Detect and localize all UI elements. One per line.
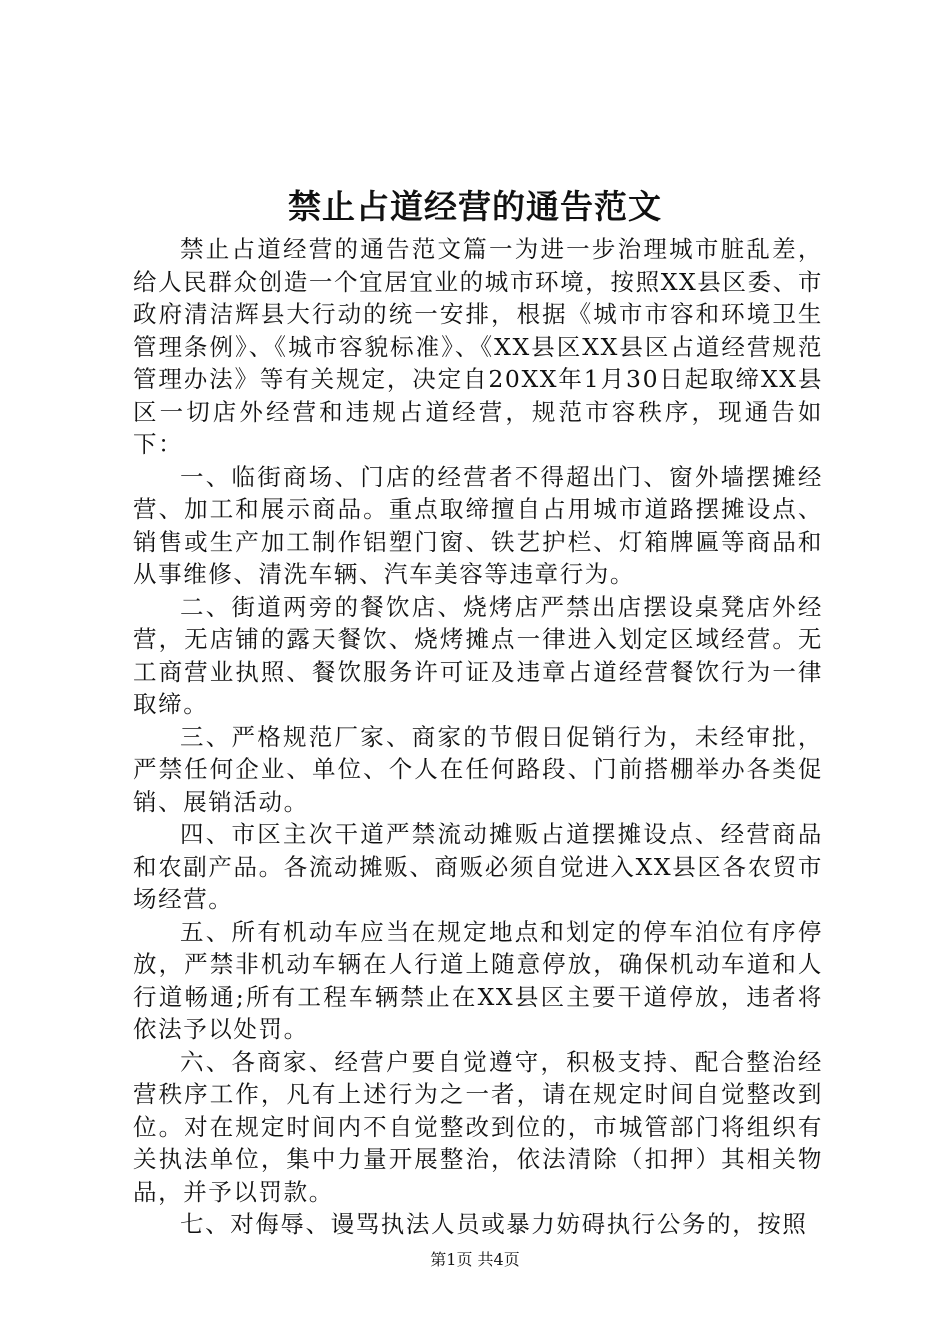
paragraph-item-4: 四、市区主次干道严禁流动摊贩占道摆摊设点、经营商品和农副产品。各流动摊贩、商贩必须自觉进入XX县区各农贸市场经营。 xyxy=(133,820,823,913)
page-number-footer: 第1页 共4页 xyxy=(430,1250,520,1269)
paragraph-item-6: 六、各商家、经营户要自觉遵守，积极支持、配合整治经营秩序工作，凡有上述行为之一者，请在规定时间自觉整改到位。对在规定时间内不自觉整改到位的，市城管部门将组织有关执法单位，集中力量开展整治，依法清除（扣押）其相关物品，并予以罚款。 xyxy=(133,1047,823,1206)
document-body xyxy=(133,233,823,1241)
paragraph-intro: 禁止占道经营的通告范文篇一为进一步治理城市脏乱差，给人民群众创造一个宜居宜业的城市环境，按照XX县区委、市政府清洁辉县大行动的统一安排，根据《城市市容和环境卫生管理条例》、《城市容貌标准》、《XX县区XX县区占道经营规范管理办法》等有关规定，决定自20XX年1月30日起取缔XX县区一切店外经营和违规占道经营，规范市容秩序，现通告如下： xyxy=(133,235,823,458)
paragraph-item-1: 一、临街商场、门店的经营者不得超出门、窗外墙摆摊经营、加工和展示商品。重点取缔擅自占用城市道路摆摊设点、销售或生产加工制作铝塑门窗、铁艺护栏、灯箱牌匾等商品和从事维修、清洗车辆、汽车美容等违章行为。 xyxy=(133,462,823,588)
paragraph-item-5: 五、所有机动车应当在规定地点和划定的停车泊位有序停放，严禁非机动车辆在人行道上随意停放，确保机动车道和人行道畅通;所有工程车辆禁止在XX县区主要干道停放，违者将依法予以处罚。 xyxy=(133,917,823,1043)
paragraph-item-7: 七、对侮辱、谩骂执法人员或暴力妨碍执行公务的，按照 xyxy=(180,1210,808,1238)
document-title: 禁止占道经营的通告范文 xyxy=(288,187,662,226)
paragraph-item-2: 二、街道两旁的餐饮店、烧烤店严禁出店摆设桌凳店外经营，无店铺的露天餐饮、烧烤摊点一律进入划定区域经营。无工商营业执照、餐饮服务许可证及违章占道经营餐饮行为一律取缔。 xyxy=(133,592,823,718)
paragraph-item-3: 三、严格规范厂家、商家的节假日促销行为，未经审批，严禁任何企业、单位、个人在任何路段、门前搭棚举办各类促销、展销活动。 xyxy=(133,722,823,816)
